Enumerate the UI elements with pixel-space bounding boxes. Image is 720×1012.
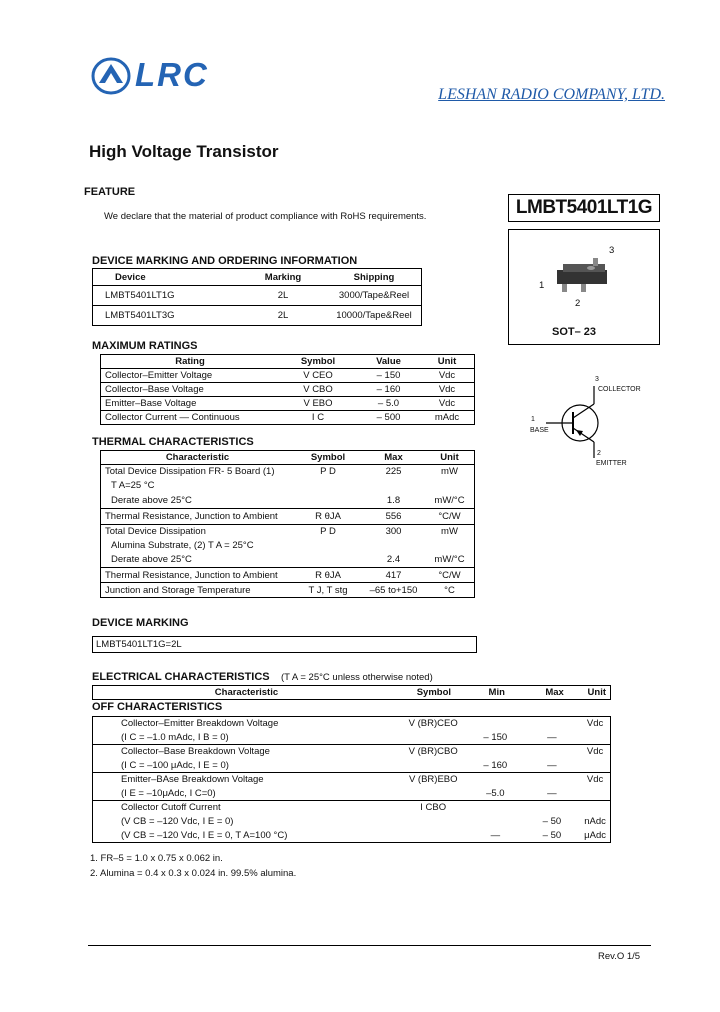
thermal-col-symbol: Symbol bbox=[310, 452, 346, 463]
device-marking-box: LMBT5401LT1G=2L bbox=[92, 636, 477, 653]
elec-symbol: I CBO bbox=[420, 802, 447, 814]
thermal-symbol: R θJA bbox=[315, 511, 341, 522]
max-col-symbol: Symbol bbox=[300, 356, 336, 367]
thermal-char: Alumina Substrate, (2) T A = 25°C bbox=[111, 540, 254, 551]
feature-heading: FEATURE bbox=[84, 186, 136, 198]
package-box bbox=[508, 229, 660, 345]
elec-min: — bbox=[490, 829, 501, 841]
ordering-table bbox=[92, 268, 422, 326]
ordering-col-shipping: Shipping bbox=[353, 271, 395, 283]
elec-min: – 150 bbox=[483, 731, 508, 743]
table-row bbox=[101, 553, 475, 568]
thermal-symbol: T J, T stg bbox=[308, 584, 348, 596]
elec-char: Collector–Base Breakdown Voltage bbox=[121, 746, 270, 758]
elec-max: — bbox=[547, 787, 557, 799]
max-symbol: I C bbox=[311, 412, 325, 423]
thermal-char: Junction and Storage Temperature bbox=[105, 584, 251, 596]
part-number-box: LMBT5401LT1G bbox=[508, 194, 660, 222]
table-row bbox=[93, 745, 611, 759]
table-row bbox=[101, 397, 475, 411]
thermal-unit: mW bbox=[441, 466, 458, 478]
company-name: LESHAN RADIO COMPANY, LTD. bbox=[438, 86, 665, 103]
table-row bbox=[101, 583, 475, 598]
elec-col-unit: Unit bbox=[587, 687, 606, 698]
max-rating: Collector–Base Voltage bbox=[105, 384, 204, 395]
max-ratings-table bbox=[100, 354, 475, 425]
table-row bbox=[101, 465, 475, 479]
collector-label: COLLECTOR bbox=[598, 386, 641, 393]
max-col-rating: Rating bbox=[175, 356, 205, 367]
electrical-heading: ELECTRICAL CHARACTERISTICS bbox=[92, 671, 270, 683]
max-value: – 5.0 bbox=[377, 398, 400, 409]
logo-text: LRC bbox=[135, 56, 209, 93]
pin-base-number: 1 bbox=[531, 416, 535, 423]
package-label: SOT– 23 bbox=[552, 326, 597, 338]
elec-cond: (V CB = –120 Vdc, I E = 0, T A=100 °C) bbox=[121, 829, 288, 841]
max-ratings-heading: MAXIMUM RATINGS bbox=[92, 340, 198, 352]
ordering-col-marking: Marking bbox=[264, 271, 302, 283]
elec-col-symbol: Symbol bbox=[416, 687, 452, 698]
table-row bbox=[93, 773, 611, 787]
table-row bbox=[101, 411, 475, 425]
ordering-heading: DEVICE MARKING AND ORDERING INFORMATION bbox=[92, 255, 358, 267]
thermal-symbol: P D bbox=[320, 466, 336, 478]
elec-max: – 50 bbox=[542, 816, 562, 827]
elec-col-min: Min bbox=[488, 687, 505, 698]
emitter-label: EMITTER bbox=[596, 460, 627, 467]
elec-max: – 50 bbox=[542, 829, 562, 841]
thermal-char: Thermal Resistance, Junction to Ambient bbox=[105, 511, 278, 522]
device-marking-heading: DEVICE MARKING bbox=[92, 617, 189, 629]
table-row bbox=[93, 731, 611, 745]
max-unit: Vdc bbox=[438, 384, 456, 395]
thermal-char: T A=25 °C bbox=[111, 480, 155, 491]
elec-min: – 160 bbox=[483, 759, 508, 771]
elec-cond: (I E = –10μAdc, I C=0) bbox=[121, 787, 216, 799]
max-rating: Emitter–Base Voltage bbox=[105, 398, 197, 409]
thermal-unit: mW bbox=[441, 526, 458, 538]
table-row bbox=[93, 759, 611, 773]
thermal-max: 556 bbox=[385, 511, 402, 522]
table-row bbox=[93, 286, 422, 306]
table-row bbox=[101, 479, 475, 493]
elec-min: –5.0 bbox=[486, 787, 505, 799]
thermal-char: Thermal Resistance, Junction to Ambient bbox=[105, 569, 278, 581]
table-row bbox=[93, 717, 611, 731]
max-rating: Collector Current — Continuous bbox=[105, 412, 240, 423]
elec-unit: Vdc bbox=[586, 718, 604, 730]
pin-collector-number: 3 bbox=[595, 376, 599, 383]
thermal-max: 300 bbox=[385, 526, 402, 538]
ordering-device: LMBT5401LT3G bbox=[105, 310, 175, 321]
elec-unit: μAdc bbox=[584, 829, 606, 841]
thermal-max: 2.4 bbox=[386, 554, 401, 566]
thermal-unit: °C/W bbox=[438, 569, 461, 581]
elec-char: Emitter–BAse Breakdown Voltage bbox=[121, 774, 264, 786]
thermal-col-char: Characteristic bbox=[165, 452, 230, 463]
pin-1-label: 1 bbox=[539, 280, 545, 291]
thermal-max: 1.8 bbox=[386, 494, 401, 506]
thermal-col-unit: Unit bbox=[440, 452, 459, 463]
thermal-char: Derate above 25°C bbox=[111, 554, 192, 566]
max-col-unit: Unit bbox=[437, 356, 457, 367]
elec-max: — bbox=[547, 731, 557, 743]
elec-col-max: Max bbox=[545, 687, 564, 698]
elec-cond: (I C = –100 μAdc, I E = 0) bbox=[121, 759, 229, 771]
thermal-symbol: P D bbox=[320, 526, 336, 538]
max-rating: Collector–Emitter Voltage bbox=[105, 370, 213, 381]
thermal-max: –65 to+150 bbox=[369, 584, 418, 596]
elec-char: Collector–Emitter Breakdown Voltage bbox=[121, 718, 279, 730]
page-title: High Voltage Transistor bbox=[89, 142, 279, 161]
thermal-char: Derate above 25°C bbox=[111, 494, 192, 506]
table-row bbox=[101, 539, 475, 553]
thermal-max: 225 bbox=[385, 466, 402, 478]
elec-symbol: V (BR)CEO bbox=[408, 718, 458, 730]
ordering-marking: 2L bbox=[277, 310, 289, 321]
elec-max: — bbox=[547, 759, 557, 771]
pin-emitter-number: 2 bbox=[597, 450, 601, 457]
elec-col-char: Characteristic bbox=[214, 687, 279, 698]
table-row bbox=[93, 306, 422, 326]
ordering-col-device: Device bbox=[115, 271, 146, 283]
ordering-device: LMBT5401LT1G bbox=[105, 290, 175, 301]
electrical-table bbox=[92, 716, 611, 843]
thermal-table bbox=[100, 450, 475, 598]
max-symbol: V EBO bbox=[303, 398, 333, 409]
pin-3-label: 3 bbox=[609, 245, 615, 256]
max-symbol: V CBO bbox=[303, 384, 333, 395]
elec-unit: Vdc bbox=[586, 746, 604, 758]
elec-char: Collector Cutoff Current bbox=[121, 802, 221, 814]
thermal-unit: °C/W bbox=[438, 511, 461, 522]
max-col-value: Value bbox=[376, 356, 401, 367]
max-value: – 150 bbox=[376, 370, 401, 381]
table-row bbox=[101, 568, 475, 583]
thermal-symbol: R θJA bbox=[315, 569, 341, 581]
off-characteristics-heading: OFF CHARACTERISTICS bbox=[92, 701, 223, 713]
table-row bbox=[93, 787, 611, 801]
note-2: 2. Alumina = 0.4 x 0.3 x 0.024 in. 99.5% alumina. bbox=[90, 868, 297, 879]
thermal-col-max: Max bbox=[384, 452, 403, 463]
elec-unit: nAdc bbox=[584, 816, 606, 827]
max-value: – 500 bbox=[376, 412, 401, 423]
table-row bbox=[93, 829, 611, 843]
table-row bbox=[93, 815, 611, 829]
table-row bbox=[101, 493, 475, 509]
thermal-unit: mW/°C bbox=[434, 554, 465, 566]
footer-rule bbox=[88, 945, 651, 946]
feature-text: We declare that the material of product compliance with RoHS requirements. bbox=[104, 211, 427, 222]
table-row bbox=[93, 801, 611, 815]
table-row bbox=[101, 509, 475, 525]
max-value: – 160 bbox=[376, 384, 401, 395]
elec-unit: Vdc bbox=[586, 774, 604, 786]
elec-cond: (I C = –1.0 mAdc, I B = 0) bbox=[121, 731, 229, 743]
max-unit: mAdc bbox=[434, 412, 460, 423]
max-unit: Vdc bbox=[438, 370, 456, 381]
max-unit: Vdc bbox=[438, 398, 456, 409]
thermal-unit: mW/°C bbox=[434, 494, 465, 506]
electrical-condition: (T A = 25°C unless otherwise noted) bbox=[281, 672, 433, 683]
table-row bbox=[101, 525, 475, 539]
electrical-header-table bbox=[92, 685, 611, 700]
thermal-char: Total Device Dissipation bbox=[105, 526, 206, 538]
thermal-heading: THERMAL CHARACTERISTICS bbox=[92, 436, 254, 448]
ordering-shipping: 3000/Tape&Reel bbox=[338, 290, 410, 301]
elec-symbol: V (BR)EBO bbox=[408, 774, 458, 786]
base-label: BASE bbox=[530, 427, 549, 434]
ordering-shipping: 10000/Tape&Reel bbox=[336, 310, 412, 321]
elec-cond: (V CB = –120 Vdc, I E = 0) bbox=[121, 816, 234, 827]
ordering-marking: 2L bbox=[277, 290, 289, 301]
thermal-char: Total Device Dissipation FR- 5 Board (1) bbox=[105, 466, 275, 478]
max-symbol: V CEO bbox=[303, 370, 333, 381]
table-row bbox=[101, 369, 475, 383]
note-1: 1. FR–5 = 1.0 x 0.75 x 0.062 in. bbox=[90, 853, 223, 864]
elec-symbol: V (BR)CBO bbox=[408, 746, 458, 758]
table-row bbox=[101, 383, 475, 397]
footer-revision: Rev.O 1/5 bbox=[598, 951, 641, 962]
pin-2-label: 2 bbox=[575, 298, 581, 309]
thermal-max: 417 bbox=[385, 569, 402, 581]
thermal-unit: °C bbox=[444, 584, 455, 596]
